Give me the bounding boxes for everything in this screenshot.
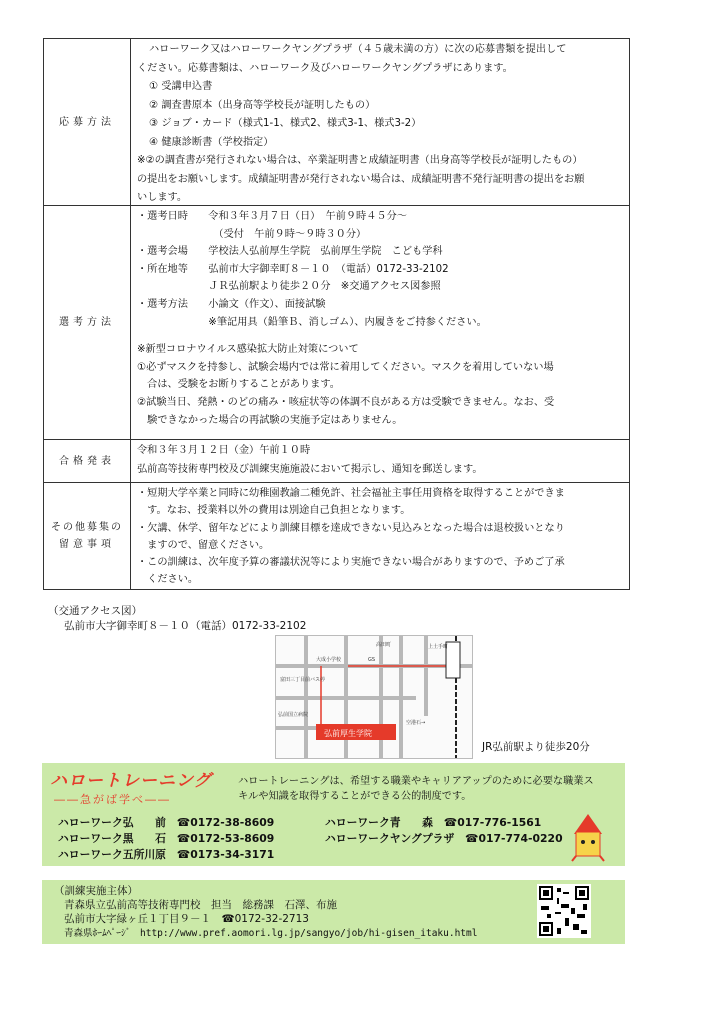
apply-line: ください。応募書類は、ハローワーク及びハローワークヤングプラザにあります。 bbox=[137, 62, 513, 74]
access-map bbox=[275, 635, 473, 759]
hello-training-desc: ハロートレーニングは、希望する職業やキャリアアップのために必要な職業スキルや知識を取得することができる公的制度です。 bbox=[238, 776, 594, 802]
other-line: ますので、留意ください。 bbox=[137, 539, 270, 551]
office-name: ハローワーク五所川原 bbox=[58, 848, 166, 861]
office-goshogawara bbox=[58, 847, 274, 862]
select-line: ・選考日時 令和３年３月７日（日） 午前９時４５分～ bbox=[137, 211, 407, 222]
apply-line: いします。 bbox=[137, 192, 188, 203]
apply-line: ② 調査書原本（出身高等学校長が証明したもの） bbox=[149, 99, 376, 111]
office-name: ハローワーク弘 前 bbox=[58, 816, 166, 829]
select-label: 選考方法 bbox=[44, 206, 131, 439]
office-young-plaza bbox=[325, 831, 563, 846]
select-line: ・選考会場 学校法人弘前厚生学院 弘前厚生学院 こども学科 bbox=[137, 246, 443, 258]
map-label: 空港石→ bbox=[406, 720, 426, 726]
map-label: 富田三丁目前バス停 bbox=[280, 677, 326, 683]
select-row bbox=[44, 206, 629, 440]
other-line: ください。 bbox=[137, 574, 199, 586]
map-title: （交通アクセス図） bbox=[48, 605, 143, 617]
office-name: ハローワークヤングプラザ bbox=[325, 832, 455, 845]
office-name: ハローワーク黒 石 bbox=[58, 832, 166, 845]
other-label bbox=[44, 483, 131, 589]
footer-address: 弘前市大字緑ヶ丘１丁目９－１ ☎0172-32-2713 bbox=[64, 913, 309, 925]
footer-heading: （訓練実施主体） bbox=[54, 885, 138, 897]
map-label: 上土手町 bbox=[428, 644, 449, 650]
hello-training-logo: ハロートレーニング bbox=[50, 771, 212, 791]
select-line: ・所在地等 弘前市大字御幸町８－１０ （電話）0172-33-2102 bbox=[137, 263, 449, 275]
office-kuroishi bbox=[58, 831, 274, 846]
office-tel: ☎0172-53-8609 bbox=[176, 832, 275, 845]
select-line: ②試験当日、発熱・のどの痛み・咳症状等の体調不良がある方は受験できません。なお、受 bbox=[137, 396, 555, 408]
map-label: 高田町 bbox=[376, 642, 392, 648]
other-line: ・短期大学卒業と同時に幼稚園教諭二種免許、社会福祉主事任用資格を取得することができま bbox=[137, 488, 565, 499]
other-line: ・この訓練は、次年度予算の審議状況等により実施できない場合がありますので、予めご了承 bbox=[137, 557, 565, 569]
map-label: 大成小学校 bbox=[316, 657, 342, 663]
apply-line: ① 受講申込書 bbox=[149, 81, 213, 92]
pass-content bbox=[131, 440, 629, 482]
pass-line: 弘前高等技術専門校及び訓練実施施設において掲示し、通知を郵送します。 bbox=[137, 463, 483, 475]
other-label-2: 留意事項 bbox=[59, 539, 115, 550]
office-tel: ☎017-776-1561 bbox=[443, 816, 542, 829]
apply-line: の提出をお願いします。成績証明書が発行されない場合は、成績証明書不発行証明書の提出をお願 bbox=[137, 173, 585, 185]
apply-line: ③ ジョブ・カード（様式1-1、様式2、様式3-1、様式3-2） bbox=[149, 118, 422, 129]
other-line: す。なお、授業料以外の費用は別途自己負担となります。 bbox=[137, 505, 411, 517]
apply-line: ハローワーク又はハローワークヤングプラザ（４５歳未満の方）に次の応募書類を提出して bbox=[149, 44, 567, 55]
pass-line: 令和３年３月１２日（金）午前１０時 bbox=[137, 445, 311, 456]
pass-label: 合格発表 bbox=[44, 440, 131, 482]
walk-text: JR弘前駅より徒歩20分 bbox=[482, 741, 590, 753]
select-line: （受付 午前９時～９時３０分） bbox=[137, 228, 367, 240]
map-label: GS bbox=[368, 657, 376, 663]
pass-row bbox=[44, 440, 629, 483]
map-svg bbox=[276, 636, 472, 758]
office-tel: ☎0173-34-3171 bbox=[176, 848, 275, 861]
apply-row bbox=[44, 39, 629, 206]
select-line: 験できなかった場合の再試験の実施予定はありません。 bbox=[137, 414, 403, 426]
office-tel: ☎017-774-0220 bbox=[465, 832, 563, 845]
map-address: 弘前市大字御幸町８－１０（電話）0172-33-2102 bbox=[64, 620, 307, 632]
office-name: ハローワーク青 森 bbox=[325, 816, 433, 829]
school-label: 弘前厚生学院 bbox=[324, 729, 372, 738]
select-line: ①必ずマスクを持参し、試験会場内では常に着用してください。マスクを着用していない場 bbox=[137, 361, 554, 373]
mascot-icon bbox=[568, 812, 608, 862]
spacer bbox=[137, 331, 623, 341]
select-line: ＪＲ弘前駅より徒歩２０分 ※交通アクセス図参照 bbox=[137, 281, 441, 293]
other-row bbox=[44, 483, 629, 589]
select-line: ※筆記用具（鉛筆Ｂ、消しゴム）、内履きをご持参ください。 bbox=[137, 316, 487, 328]
info-table bbox=[43, 38, 630, 590]
qr-code-icon bbox=[537, 884, 591, 938]
office-hirosaki bbox=[58, 815, 274, 830]
other-content bbox=[131, 483, 629, 589]
apply-content bbox=[131, 39, 629, 205]
apply-line: ④ 健康診断書（学校指定） bbox=[149, 136, 274, 148]
select-content bbox=[131, 206, 629, 439]
hello-training-slogan: ――急がば学べ―― bbox=[54, 793, 171, 806]
apply-line: ※②の調査書が発行されない場合は、卒業証明書と成績証明書（出身高等学校長が証明したもの） bbox=[137, 155, 583, 166]
footer-org: 青森県立弘前高等技術専門校 担当 総務課 石澤、布施 bbox=[64, 899, 337, 911]
apply-label: 応募方法 bbox=[44, 39, 131, 205]
footer-url[interactable]: 青森県ﾎｰﾑﾍﾟｰｼﾞ http://www.pref.aomori.lg.jp/sangyo/job/hi-gisen_itaku.html bbox=[64, 928, 478, 939]
other-line: ・欠講、休学、留年などにより訓練目標を達成できない見込みとなった場合は退校扱いとなり bbox=[137, 522, 565, 534]
select-line: ・選考方法 小論文（作文）、面接試験 bbox=[137, 298, 326, 310]
select-line: ※新型コロナウイルス感染拡大防止対策について bbox=[137, 344, 359, 356]
select-line: 合は、受験をお断りすることがあります。 bbox=[137, 379, 340, 391]
qr-code bbox=[537, 884, 591, 938]
other-label-1: その他募集の bbox=[51, 522, 123, 533]
map-label: 弘前国立病院 bbox=[278, 712, 309, 718]
office-tel: ☎0172-38-8609 bbox=[176, 816, 275, 829]
office-aomori bbox=[325, 815, 541, 830]
